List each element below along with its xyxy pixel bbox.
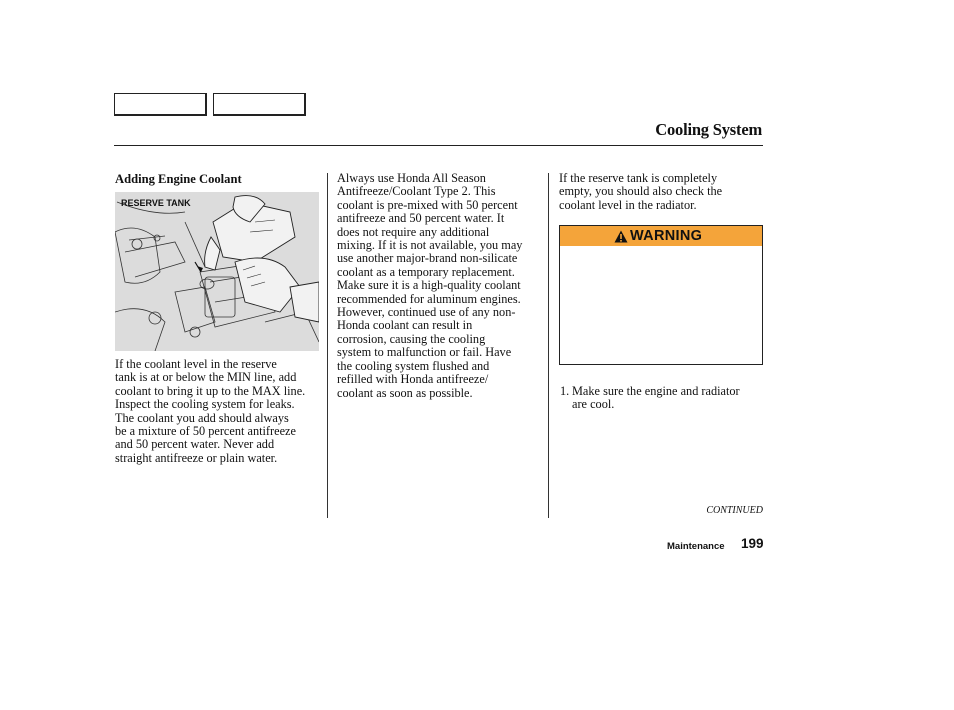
text-line: The coolant you add should always bbox=[115, 410, 289, 425]
page-number: 199 bbox=[741, 536, 764, 551]
step-number: 1. bbox=[560, 384, 570, 398]
text-line: Make sure it is a high-quality coolant bbox=[337, 278, 521, 293]
column-divider-2 bbox=[548, 173, 549, 518]
text-line: Make sure the engine and radiator bbox=[572, 384, 740, 398]
column-divider-1 bbox=[327, 173, 328, 518]
text-line: does not require any additional bbox=[337, 224, 490, 239]
text-line: are cool. bbox=[572, 397, 615, 412]
warning-triangle-icon bbox=[614, 230, 628, 243]
header-rule bbox=[114, 145, 763, 146]
text-line: coolant is pre-mixed with 50 percent bbox=[337, 197, 518, 212]
subheading: Adding Engine Coolant bbox=[115, 172, 242, 186]
text-line: recommended for aluminum engines. bbox=[337, 291, 521, 306]
section-tab-blank-1 bbox=[114, 93, 207, 116]
warning-label: WARNING bbox=[630, 228, 703, 244]
text-line: use another major-brand non-silicate bbox=[337, 251, 518, 266]
column2-paragraph bbox=[337, 172, 522, 400]
text-line: refilled with Honda antifreeze/ bbox=[337, 372, 489, 387]
engine-bay-drawing bbox=[115, 192, 319, 351]
text-line: mixing. If it is not available, you may bbox=[337, 238, 523, 253]
text-line: and 50 percent water. Never add bbox=[115, 437, 275, 452]
text-line: However, continued use of any non- bbox=[337, 305, 516, 320]
text-line: straight antifreeze or plain water. bbox=[115, 450, 278, 465]
text-line: If the reserve tank is completely bbox=[559, 171, 718, 185]
section-tab-blank-2 bbox=[213, 93, 306, 116]
text-line: tank is at or below the MIN line, add bbox=[115, 370, 297, 385]
text-line: coolant level in the radiator. bbox=[559, 197, 697, 212]
text-line: coolant to bring it up to the MAX line. bbox=[115, 383, 306, 398]
text-line: If the coolant level in the reserve bbox=[115, 357, 277, 371]
step-text bbox=[572, 385, 740, 412]
text-line: empty, you should also check the bbox=[559, 184, 723, 199]
footer-section-name: Maintenance bbox=[667, 541, 725, 552]
text-line: Always use Honda All Season bbox=[337, 171, 486, 185]
figure-label: RESERVE TANK bbox=[121, 198, 191, 208]
reserve-tank-illustration bbox=[115, 192, 319, 351]
text-line: antifreeze and 50 percent water. It bbox=[337, 211, 505, 226]
text-line: system to malfunction or fail. Have bbox=[337, 345, 512, 360]
column1-paragraph bbox=[115, 358, 305, 465]
text-line: Antifreeze/Coolant Type 2. This bbox=[337, 184, 496, 199]
text-line: corrosion, causing the cooling bbox=[337, 331, 486, 346]
warning-header bbox=[560, 226, 762, 246]
text-line: coolant as a temporary replacement. bbox=[337, 264, 515, 279]
warning-box bbox=[559, 225, 763, 365]
text-line: Inspect the cooling system for leaks. bbox=[115, 397, 295, 412]
continued-label: CONTINUED bbox=[706, 505, 763, 516]
text-line: be a mixture of 50 percent antifreeze bbox=[115, 424, 296, 439]
text-line: the cooling system flushed and bbox=[337, 358, 490, 373]
column3-paragraph bbox=[559, 172, 722, 212]
text-line: Honda coolant can result in bbox=[337, 318, 473, 333]
page-title: Cooling System bbox=[655, 120, 762, 139]
text-line: coolant as soon as possible. bbox=[337, 385, 473, 400]
